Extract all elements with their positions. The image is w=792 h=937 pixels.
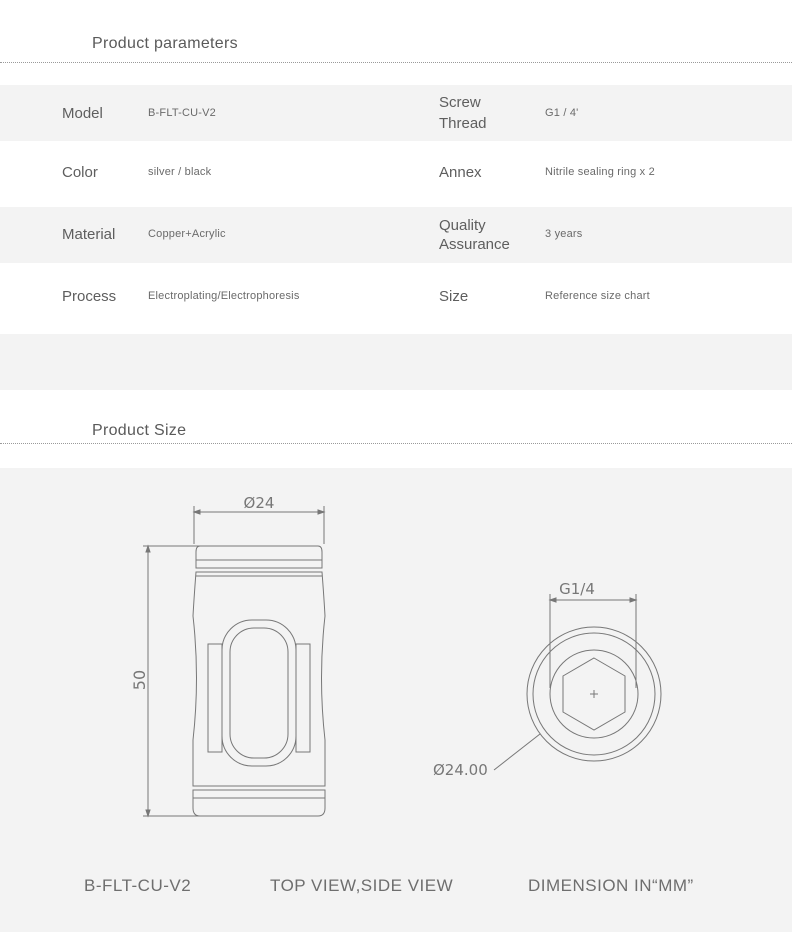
size-divider xyxy=(0,443,792,444)
diameter-dimension-label: Ø24.00 xyxy=(433,761,488,779)
param-row-process xyxy=(0,263,792,333)
param-label-quality-1: Quality xyxy=(439,217,486,234)
caption-model: B-FLT-CU-V2 xyxy=(84,876,192,895)
thread-dimension-label: G1/4 xyxy=(559,580,595,598)
param-row-material xyxy=(0,207,792,263)
size-drawing-panel xyxy=(0,468,792,932)
param-row-model xyxy=(0,85,792,141)
param-label-material: Material xyxy=(62,226,116,243)
height-dimension-label: 50 xyxy=(130,669,149,691)
param-label-process: Process xyxy=(62,288,117,305)
size-section-title: Product Size xyxy=(92,422,187,439)
param-row-color xyxy=(0,141,792,207)
param-label-model: Model xyxy=(62,105,103,122)
caption-units: DIMENSION IN“MM” xyxy=(528,876,694,895)
param-value-color: silver / black xyxy=(148,166,212,178)
param-label-quality-2: Assurance xyxy=(439,236,510,253)
width-dimension-label: Ø24 xyxy=(243,494,275,512)
param-value-annex: Nitrile sealing ring x 2 xyxy=(545,166,655,178)
params-section-title: Product parameters xyxy=(92,35,238,52)
technical-drawing xyxy=(0,468,792,932)
param-value-material: Copper+Acrylic xyxy=(148,228,226,240)
params-divider xyxy=(0,62,792,63)
param-label-size: Size xyxy=(439,288,469,305)
caption-views: TOP VIEW,SIDE VIEW xyxy=(270,876,454,895)
param-label-screw-thread-1: Screw xyxy=(439,94,481,111)
param-value-quality: 3 years xyxy=(545,228,583,240)
param-value-screw-thread: G1 / 4' xyxy=(545,107,579,119)
param-value-model: B-FLT-CU-V2 xyxy=(148,107,217,119)
param-row-empty xyxy=(0,334,792,390)
param-label-screw-thread-2: Thread xyxy=(439,115,487,132)
param-label-annex: Annex xyxy=(439,164,482,181)
param-label-color: Color xyxy=(62,164,98,181)
param-value-size: Reference size chart xyxy=(545,290,650,302)
param-value-process: Electroplating/Electrophoresis xyxy=(148,290,300,302)
